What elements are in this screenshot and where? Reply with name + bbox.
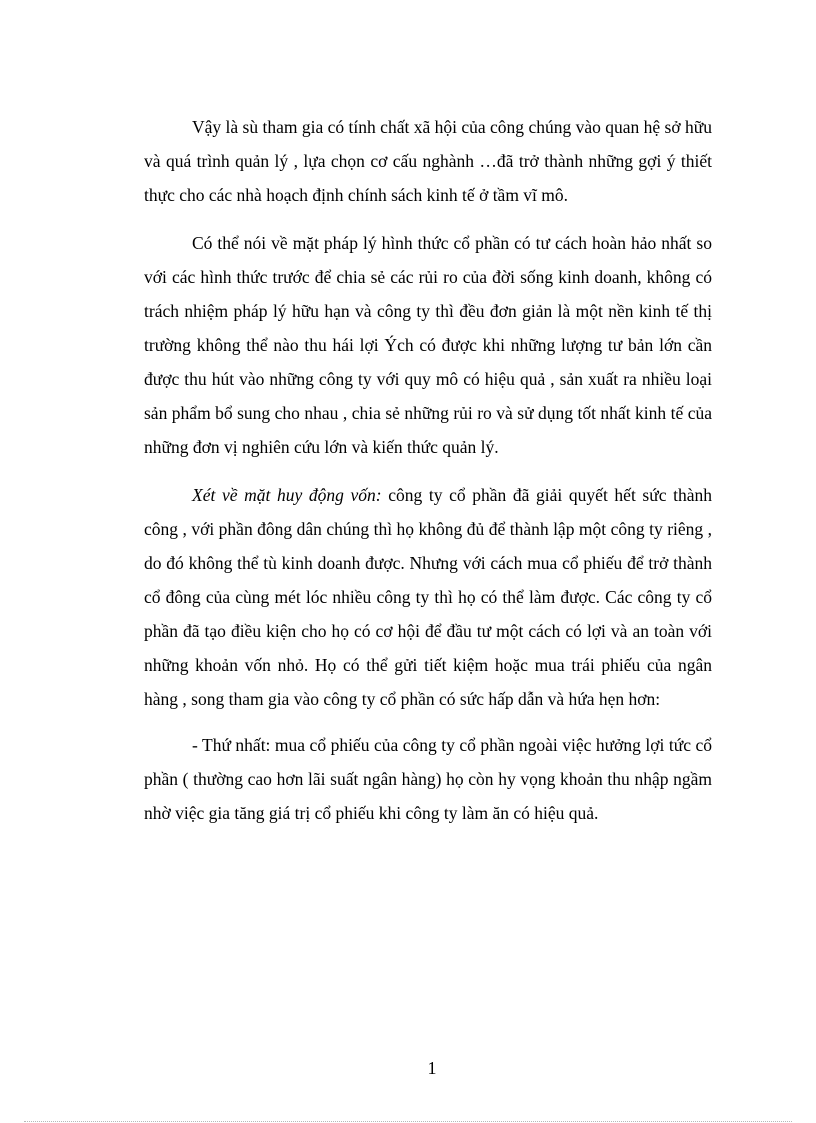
paragraph-capital-mobilization: [144, 478, 712, 716]
body-text: [144, 110, 712, 844]
footer-divider: [24, 1121, 792, 1122]
paragraph-lead-italic: Xét về mặt huy động vốn:: [192, 485, 382, 505]
paragraph-legal-form: [144, 226, 712, 464]
paragraph-public-participation: [144, 110, 712, 212]
paragraph-text: Có thể nói về mặt pháp lý hình thức cổ phần có tư cách hoàn hảo nhất so với các hình thức trước để chia sẻ các rủi ro của đời sống kinh doanh, không có trách nhiệm pháp lý hữu hạn và công ty thì đều đơn giản là một nền kinh tế thị trường không thể nào thu hái lợi Ých có được khi những lượng tư bản lớn cần được thu hút vào những công ty với quy mô có hiệu quả , sản xuất ra nhiều loại sản phẩm bổ sung cho nhau , chia sẻ những rủi ro và sử dụng tốt nhất kinh tế của những đơn vị nghiên cứu lớn và kiến thức quản lý.: [144, 233, 712, 457]
paragraph-first-point: [144, 728, 712, 830]
page-number: 1: [427, 1058, 437, 1078]
paragraph-text: - Thứ nhất: mua cổ phiếu của công ty cổ phần ngoài việc hưởng lợi tức cổ phần ( thường cao hơn lãi suất ngân hàng) họ còn hy vọng khoản thu nhập ngầm nhờ việc gia tăng giá trị cổ phiếu khi công ty làm ăn có hiệu quả.: [144, 735, 712, 823]
paragraph-text: Vậy là sù tham gia có tính chất xã hội của công chúng vào quan hệ sở hữu và quá trình quản lý , lựa chọn cơ cấu nghành …đã trở thành những gợi ý thiết thực cho các nhà hoạch định chính sách kinh tế ở tầm vĩ mô.: [144, 117, 712, 205]
paragraph-text: công ty cổ phần đã giải quyết hết sức thành công , với phần đông dân chúng thì họ không đủ để thành lập một công ty riêng , do đó không thể tù kinh doanh được. Nhưng với cách mua cổ phiếu để trở thành cổ đông của cùng mét lóc nhiều công ty thì họ có thể làm được. Các công ty cổ phần đã tạo điều kiện cho họ có cơ hội để đầu tư một cách có lợi và an toàn với những khoản vốn nhỏ. Họ có thể gửi tiết kiệm hoặc mua trái phiếu của ngân hàng , song tham gia vào công ty cổ phần có sức hấp dẫn và hứa hẹn hơn:: [144, 485, 713, 709]
